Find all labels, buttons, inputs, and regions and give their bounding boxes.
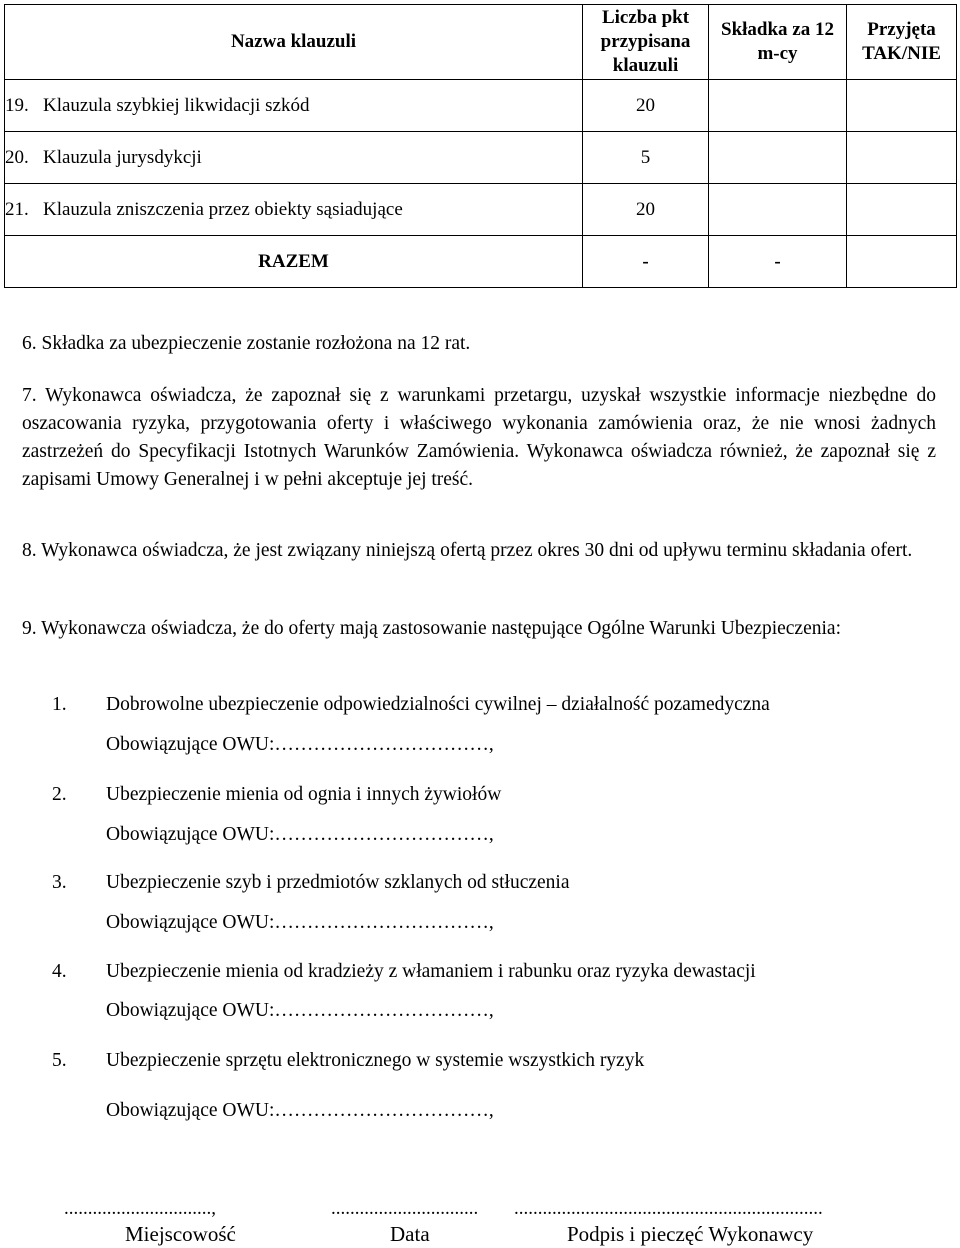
clause-points: 20: [583, 80, 709, 132]
clause-points: 5: [583, 132, 709, 184]
signature-dots: .................................................................: [514, 1198, 823, 1219]
place-dots: ...............................,: [64, 1198, 216, 1219]
clause-premium-cell: [709, 184, 847, 236]
place-label: Miejscowość: [125, 1222, 236, 1246]
clause-name: Klauzula jurysdykcji: [43, 146, 202, 168]
table-header-row: [5, 5, 957, 80]
header-premium: Składka za 12 m-cy: [709, 5, 847, 80]
date-dots: ...............................: [331, 1198, 479, 1219]
table-row: [5, 80, 957, 132]
owu-index: 1.: [52, 694, 67, 715]
clause-name: Klauzula zniszczenia przez obiekty sąsiadujące: [43, 198, 403, 220]
clause-premium-cell: [709, 132, 847, 184]
clause-number: 20.: [5, 146, 29, 168]
owu-line: Obowiązujące OWU:……………………………,: [106, 912, 494, 933]
clause-accepted-cell: [847, 80, 957, 132]
owu-title: Ubezpieczenie szyb i przedmiotów szklanych od stłuczenia: [106, 872, 570, 893]
table-row: [5, 184, 957, 236]
owu-index: 4.: [52, 961, 67, 982]
owu-index: 3.: [52, 872, 67, 893]
date-label: Data: [390, 1222, 430, 1246]
clause-name: Klauzula szybkiej likwidacji szkód: [43, 94, 310, 116]
clause-name-cell: [5, 80, 583, 132]
clause-number: 19.: [5, 94, 29, 116]
total-premium: -: [709, 236, 847, 288]
clauses-table: [4, 4, 957, 288]
owu-line: Obowiązujące OWU:……………………………,: [106, 1000, 494, 1021]
clause-name-cell: [5, 132, 583, 184]
owu-title: Ubezpieczenie sprzętu elektronicznego w systemie wszystkich ryzyk: [106, 1050, 645, 1071]
signature-label: Podpis i pieczęć Wykonawcy: [567, 1222, 814, 1246]
paragraph-7: 7. Wykonawca oświadcza, że zapoznał się z warunkami przetargu, uzyskał wszystkie informacje niezbędne do oszacowania ryzyka, przygotowania oferty i właściwego wykonania zamówienia oraz, że nie wnosi żadnych zastrzeżeń do Specyfikacji Istotnych Warunków Zamówienia. Wykonawca oświadcza również, że zapoznał się z zapisami Umowy Generalnej i w pełni akceptuje jej treść.: [22, 385, 936, 490]
owu-title: Ubezpieczenie mienia od kradzieży z włamaniem i rabunku oraz ryzyka dewastacji: [106, 961, 756, 982]
paragraph-8: 8. Wykonawca oświadcza, że jest związany niniejszą ofertą przez okres 30 dni od upływu terminu składania ofert.: [22, 540, 913, 561]
total-points: -: [583, 236, 709, 288]
clause-number: 21.: [5, 198, 29, 220]
header-clause-name: Nazwa klauzuli: [5, 5, 583, 80]
owu-index: 2.: [52, 784, 67, 805]
table-row: [5, 132, 957, 184]
owu-line: Obowiązujące OWU:……………………………,: [106, 734, 494, 755]
clause-accepted-cell: [847, 132, 957, 184]
header-points: Liczba pkt przypisana klauzuli: [583, 5, 709, 80]
clause-name-cell: [5, 184, 583, 236]
paragraph-9: 9. Wykonawcza oświadcza, że do oferty mają zastosowanie następujące Ogólne Warunki Ubezpieczenia:: [22, 618, 841, 639]
clause-accepted-cell: [847, 184, 957, 236]
clause-points: 20: [583, 184, 709, 236]
header-accepted: Przyjęta TAK/NIE: [847, 5, 957, 80]
owu-index: 5.: [52, 1050, 67, 1071]
owu-title: Dobrowolne ubezpieczenie odpowiedzialności cywilnej – działalność pozamedyczna: [106, 694, 770, 715]
total-label: RAZEM: [5, 236, 583, 288]
table-total-row: [5, 236, 957, 288]
clause-premium-cell: [709, 80, 847, 132]
total-accepted-cell: [847, 236, 957, 288]
owu-line: Obowiązujące OWU:……………………………,: [106, 1100, 494, 1121]
paragraph-6: 6. Składka za ubezpieczenie zostanie rozłożona na 12 rat.: [22, 333, 471, 354]
owu-line: Obowiązujące OWU:……………………………,: [106, 824, 494, 845]
owu-title: Ubezpieczenie mienia od ognia i innych żywiołów: [106, 784, 502, 805]
